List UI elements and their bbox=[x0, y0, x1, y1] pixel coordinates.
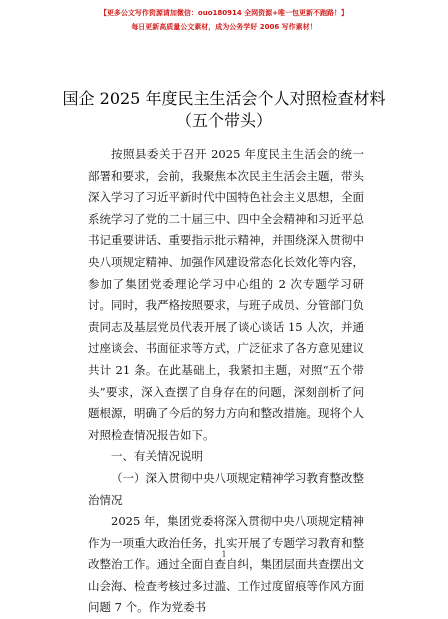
document-body bbox=[88, 144, 364, 619]
subsection-heading: （一）深入贯彻中央八项规定精神学习教育整改整治情况 bbox=[88, 470, 364, 507]
body-paragraph: 2025 年，集团党委将深入贯彻中央八项规定精神作为一项重大政治任务，扎实开展了专题学习教育和整改整治工作。通过全面自查自纠，集团层面共查摆出文山会海、检查考核过多过滥、工作过度留痕等作风方面问题 7 个。作为党委书 bbox=[88, 514, 364, 615]
document-title: 国企 2025 年度民主生活会个人对照检查材料 bbox=[62, 89, 386, 108]
page-number: 1 bbox=[221, 550, 227, 559]
intro-paragraph: 按照县委关于召开 2025 年度民主生活会的统一部署和要求，会前，我聚焦本次民主生活会主题，带头深入学习了习近平新时代中国特色社会主义思想，全面系统学习了党的二十届三中、四中全会精神和习近平总书记重要讲话、重要指示批示精神，并围绕深入贯彻中央八项规定精神、加强作风建设常态化长效化等内容，参加了集团党委理论学习中心组的 2 次专题学习研讨。同时，我严格按照要求，与班子成员、分管部门负责同志及基层党员代表开展了谈心谈话 15 人次，并通过座谈会、书面征求等方式，广泛征求了各方意见建议共计 21 条。在此基础上，我紧扣主题，对照“五个带头”要求，深入查摆了自身存在的问题，深刻剖析了问题根源，明确了今后的努力方向和整改措施。现将个人对照检查情况报告如下。 bbox=[88, 147, 364, 442]
promo-banner-line-2: 每日更新高质量公文素材，成为公务学好 2006 写作素材！ bbox=[131, 23, 317, 31]
promo-banner-line-1: 【更多公文写作资源请加微信：ouo180914 全网资源+唯一包更新不跑路！】 bbox=[99, 9, 349, 17]
document-subtitle: （五个带头） bbox=[175, 111, 272, 130]
section-heading: 一、有关情况说明 bbox=[111, 449, 203, 464]
